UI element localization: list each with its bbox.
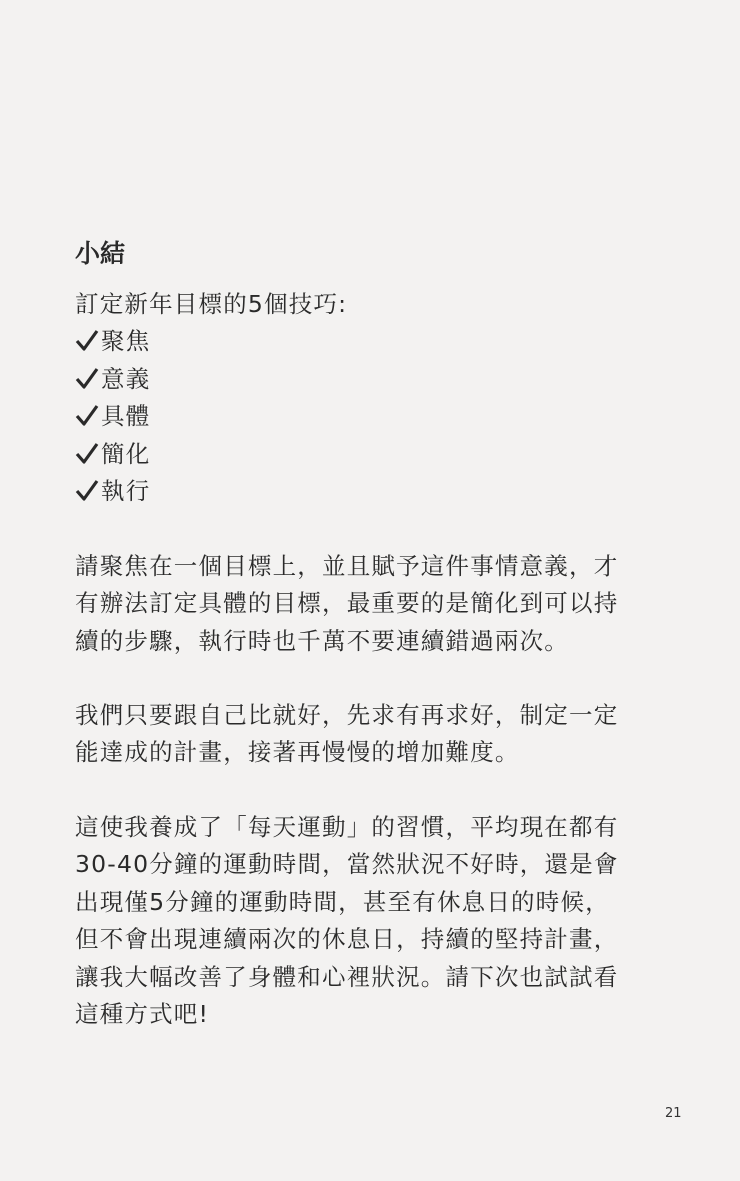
paragraph-2 <box>75 697 675 772</box>
text-line: 這使我養成了「每天運動」的習慣，平均現在都有 <box>75 813 619 841</box>
checkmark-icon <box>75 366 99 390</box>
text-line: 出現僅5分鐘的運動時間，甚至有休息日的時候， <box>75 887 610 916</box>
list-item: 聚焦 <box>75 323 675 360</box>
checkmark-icon <box>75 441 99 465</box>
checkmark-icon <box>75 328 99 352</box>
page-number: 21 <box>665 1106 682 1121</box>
list-item: 執行 <box>75 473 675 510</box>
text-line: 續的步驟，執行時也千萬不要連續錯過兩次。 <box>75 626 569 655</box>
paragraph-1 <box>75 548 675 660</box>
text-line: 有辦法訂定具體的目標，最重要的是簡化到可以持 <box>75 589 619 618</box>
text-line: 這種方式吧! <box>75 999 210 1028</box>
text-line: 能達成的計畫，接著再慢慢的增加難度。 <box>75 738 520 767</box>
text-line: 我們只要跟自己比就好，先求有再求好，制定一定 <box>75 701 619 729</box>
text-line: 30-40分鐘的運動時間，當然狀況不好時，還是會 <box>75 850 619 879</box>
tips-list <box>75 286 675 510</box>
list-item: 具體 <box>75 398 675 435</box>
tips-intro: 訂定新年目標的5個技巧: <box>75 290 348 318</box>
list-item: 意義 <box>75 361 675 398</box>
list-item: 簡化 <box>75 436 675 473</box>
text-line: 但不會出現連續兩次的休息日，持續的堅持計畫， <box>75 925 619 954</box>
text-line: 請聚焦在一個目標上，並且賦予這件事情意義，才 <box>75 552 619 580</box>
checkmark-icon <box>75 478 99 502</box>
paragraph-3 <box>75 809 675 1033</box>
checkmark-icon <box>75 403 99 427</box>
text-line: 讓我大幅改善了身體和心裡狀況。請下次也試試看 <box>75 962 619 991</box>
section-heading: 小結 <box>75 239 126 268</box>
